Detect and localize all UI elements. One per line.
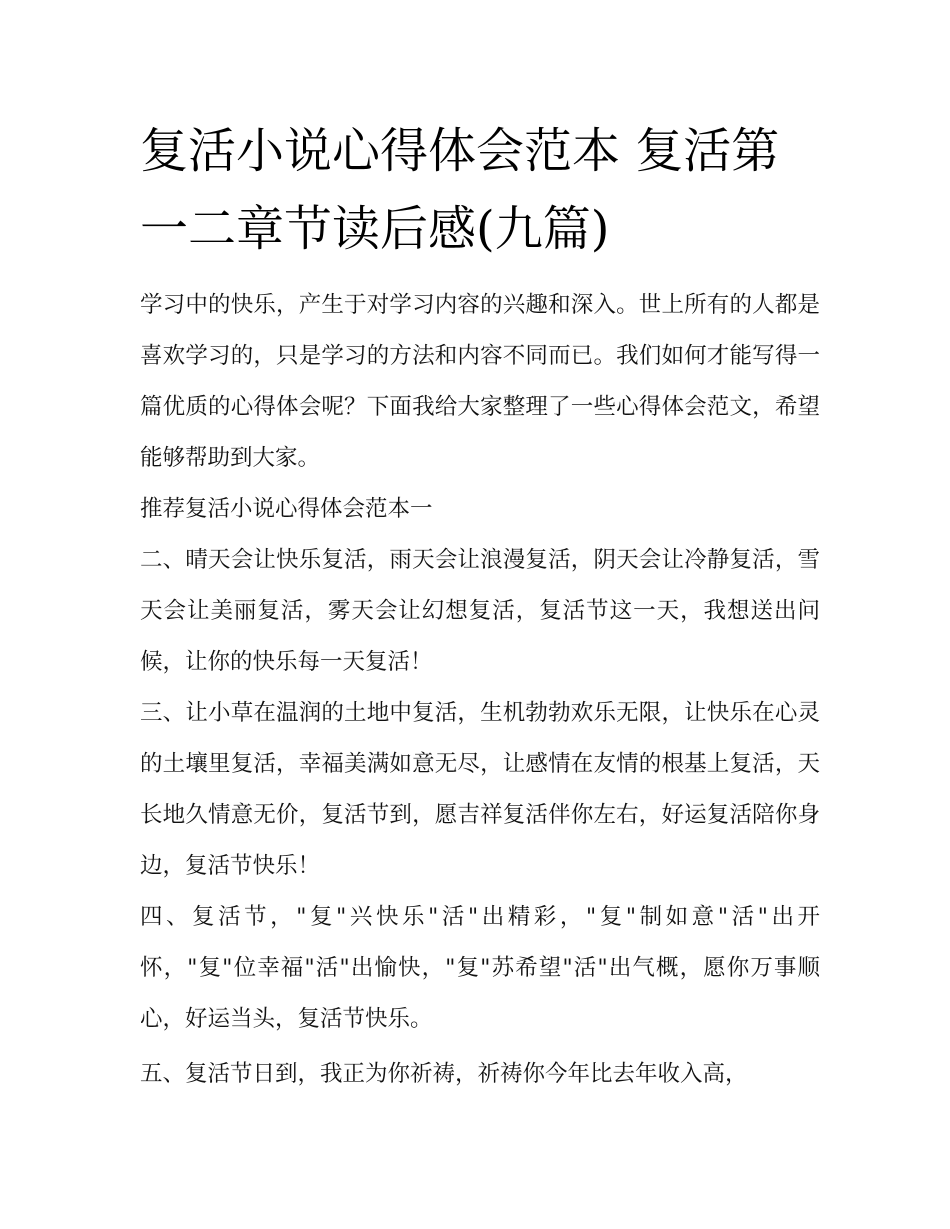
section-heading: 推荐复活小说心得体会范本一 <box>140 496 433 522</box>
document-title: 复活小说心得体会范本 复活第一二章节读后感(九篇) <box>140 123 780 257</box>
paragraph-5: 五、复活节日到，我正为你祈祷，祈祷你今年比去年收入高， <box>140 1061 748 1087</box>
document-body <box>140 280 820 1100</box>
paragraph-2: 二、晴天会让快乐复活，雨天会让浪漫复活，阴天会让冷静复活，雪天会让美丽复活，雾天会让幻想复活，复活节这一天，我想送出问候，让你的快乐每一天复活！ <box>140 547 820 675</box>
paragraph-3: 三、让小草在温润的土地中复活，生机勃勃欢乐无限，让快乐在心灵的土壤里复活，幸福美满如意无尽，让感情在友情的根基上复活，天长地久情意无价，复活节到，愿吉祥复活伴你左右，好运复活陪你身边，复活节快乐！ <box>140 700 820 879</box>
intro-paragraph: 学习中的快乐，产生于对学习内容的兴趣和深入。世上所有的人都是喜欢学习的，只是学习的方法和内容不同而已。我们如何才能写得一篇优质的心得体会呢？下面我给大家整理了一些心得体会范文，希望能够帮助到大家。 <box>140 292 820 471</box>
paragraph-4: 四、复活节，"复"兴快乐"活"出精彩，"复"制如意"活"出开怀，"复"位幸福"活"出愉快，"复"苏希望"活"出气概，愿你万事顺心，好运当头，复活节快乐。 <box>140 904 820 1032</box>
